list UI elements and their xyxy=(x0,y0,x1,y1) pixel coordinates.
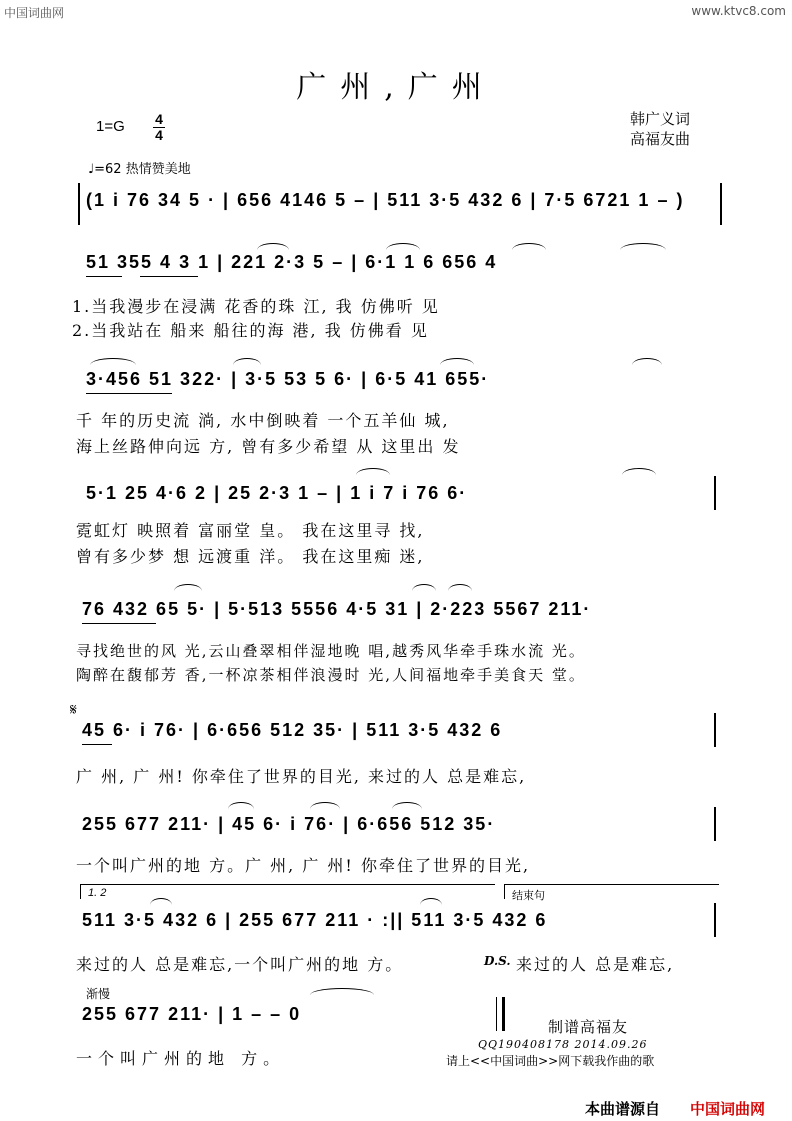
slur xyxy=(512,243,546,250)
barline xyxy=(714,903,716,937)
watermark-left: 中国词曲网 xyxy=(4,6,65,20)
lyrics-row-1-verse-1: 1.当我漫步在浸满 花香的珠 江, 我 仿佛听 见 xyxy=(72,297,440,316)
notes-row-7: 511 3·5 432 6 | 255 677 211 · :|| 511 3·5 432 6 xyxy=(82,910,548,930)
notes-row-8: 255 677 211· | 1 – – 0 xyxy=(82,1004,302,1024)
notes-row-4: 76 432 65 5· | 5·513 5556 4·5 31 | 2·223 5567 211· xyxy=(82,599,592,619)
slur xyxy=(257,243,289,250)
slur xyxy=(440,358,474,365)
lyrics-row-6: 一个叫广州的地 方。广 州, 广 州! 你牵住了世界的目光, xyxy=(76,856,531,875)
download-tip: 请上<<中国词曲>>网下载我作曲的歌 xyxy=(446,1054,655,1068)
lyrics-row-2-verse-1: 千 年的历史流 淌, 水中倒映着 一个五羊仙 城, xyxy=(76,411,450,430)
slur xyxy=(448,584,472,591)
song-title: 广州,广州 xyxy=(296,70,496,105)
lyrics-row-3-verse-1: 霓虹灯 映照着 富丽堂 皇。 我在这里寻 找, xyxy=(76,521,425,540)
slur xyxy=(392,802,422,809)
notes-row-5: 45 6· i 76· | 6·656 512 35· | 511 3·5 432 6 xyxy=(82,720,503,740)
segno-sign: 𝄋 xyxy=(70,700,77,719)
notes-row-6: 255 677 211· | 45 6· i 76· | 6·656 512 35· xyxy=(82,814,496,834)
lyrics-row-7-part-2: 来过的人 总是难忘, xyxy=(516,955,675,974)
volta-label-1-2: 1. 2 xyxy=(88,887,107,899)
system-bracket xyxy=(78,183,80,225)
source-site-link[interactable]: 中国词曲网 xyxy=(690,1100,766,1118)
slur xyxy=(174,584,202,591)
credits xyxy=(630,109,690,149)
lyrics-row-4-verse-1: 寻找绝世的风 光,云山叠翠相伴湿地晚 唱,越秀风华牵手珠水流 光。 xyxy=(76,642,586,660)
lyrics-row-2-verse-2: 海上丝路伸向远 方, 曾有多少希望 从 这里出 发 xyxy=(76,437,461,456)
slur xyxy=(233,358,261,365)
time-signature-top: 4 xyxy=(153,112,165,128)
transcriber-credit: 制谱高福友 xyxy=(548,1018,629,1036)
lyrics-row-3-verse-2: 曾有多少梦 想 远渡重 洋。 我在这里痴 迷, xyxy=(76,547,425,566)
slur xyxy=(228,802,254,809)
beam xyxy=(86,276,122,277)
notes-row-3: 5·1 25 4·6 2 | 25 2·3 1 – | 1 i 7 i 76 6· xyxy=(86,483,468,503)
slur xyxy=(90,358,136,365)
beam xyxy=(86,393,172,394)
final-barline xyxy=(496,997,505,1031)
barline xyxy=(714,807,716,841)
slur xyxy=(420,898,442,905)
notes-row-2: 3·456 51 322· | 3·5 53 5 6· | 6·5 41 655· xyxy=(86,369,490,389)
tempo-marking: ♩=62 热情赞美地 xyxy=(88,162,191,177)
beam xyxy=(82,744,112,745)
barline xyxy=(714,713,716,747)
lyrics-row-8: 一个叫广州的地 方。 xyxy=(76,1049,286,1068)
lyrics-row-7-part-1: 来过的人 总是难忘,一个叫广州的地 方。 xyxy=(76,955,404,974)
lyrics-row-1-verse-2: 2.当我站在 船来 船往的海 港, 我 仿佛看 见 xyxy=(72,321,429,340)
time-signature xyxy=(153,112,165,143)
notes-row-1: 51 355 4 3 1 | 221 2·3 5 – | 6·1 1 6 656 4 xyxy=(86,252,498,272)
barline xyxy=(714,476,716,510)
time-signature-bottom: 4 xyxy=(155,127,163,143)
lyrics-row-4-verse-2: 陶醉在馥郁芳 香,一杯凉茶相伴浪漫时 光,人间福地牵手美食天 堂。 xyxy=(76,666,586,684)
slur xyxy=(622,468,656,475)
slur xyxy=(310,988,374,995)
slur xyxy=(310,802,340,809)
slur xyxy=(150,898,172,905)
slur xyxy=(632,358,662,365)
beam xyxy=(82,623,156,624)
slur xyxy=(386,243,420,250)
slur xyxy=(356,468,390,475)
lyrics-row-5: 广 州, 广 州! 你牵住了世界的目光, 来过的人 总是难忘, xyxy=(76,767,527,786)
volta-label-ending: 结束句 xyxy=(512,890,545,902)
notes-row-intro: (1 i 76 34 5 · | 656 4146 5 – | 511 3·5 432 6 | 7·5 6721 1 – ) xyxy=(86,190,685,210)
watermark-right: www.ktvc8.com xyxy=(691,4,786,18)
lyricist: 韩广义词 xyxy=(630,110,691,128)
beam xyxy=(140,276,198,277)
volta-bracket-1-2 xyxy=(80,884,495,899)
slur xyxy=(620,243,666,250)
contact-info: QQ190408178 2014.09.26 xyxy=(478,1038,648,1051)
ds-marking: D.S. xyxy=(484,954,511,968)
composer: 高福友曲 xyxy=(630,130,691,148)
tempo-mark-rit: 渐慢 xyxy=(86,987,111,1001)
source-label: 本曲谱源自 xyxy=(585,1100,661,1118)
key-signature: 1=G xyxy=(96,118,125,135)
barline xyxy=(720,183,722,225)
slur xyxy=(412,584,436,591)
